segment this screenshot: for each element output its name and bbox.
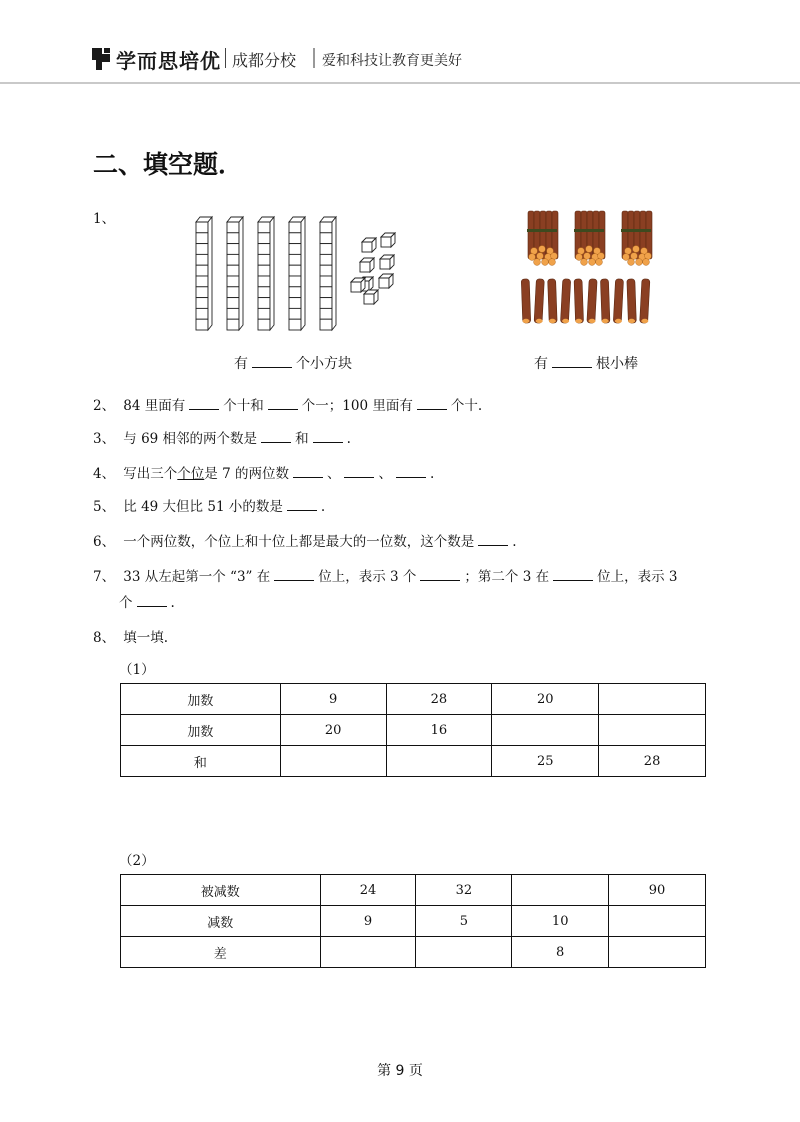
q6-line: 6、 一个两位数，个位上和十位上都是最大的一位数，这个数是 . [93, 534, 517, 550]
table-row [121, 746, 706, 777]
q1-left-caption: 有 个小方块 [234, 356, 352, 372]
q4-underlined-word: 个位 [177, 466, 205, 482]
loose-sticks [521, 279, 650, 323]
row-header: 被减数 [121, 875, 321, 906]
unit-cube [364, 290, 378, 304]
q7-line-2: 个 . [119, 595, 175, 611]
subtraction-table [120, 874, 706, 968]
value-cell: 16 [386, 715, 492, 746]
q4-blank-3[interactable] [396, 465, 426, 478]
unit-cube [381, 233, 395, 247]
loose-stick [548, 279, 558, 323]
q7-blank-3[interactable] [553, 568, 593, 581]
q2-blank-2[interactable] [268, 397, 298, 410]
loose-stick [574, 279, 584, 323]
unit-cube [360, 258, 374, 272]
table-row [121, 715, 706, 746]
ten-rod [196, 217, 212, 330]
loose-stick [613, 279, 623, 323]
value-cell: 9 [320, 906, 416, 937]
q5-blank[interactable] [287, 498, 317, 511]
blank-cell[interactable] [280, 746, 386, 777]
value-cell: 10 [512, 906, 609, 937]
loose-stick [600, 279, 610, 323]
loose-stick [587, 279, 597, 323]
ten-rod [258, 217, 274, 330]
value-cell: 28 [386, 684, 492, 715]
unit-cubes [351, 233, 395, 304]
row-header: 加数 [121, 684, 281, 715]
value-cell: 20 [280, 715, 386, 746]
blank-cell[interactable] [599, 715, 706, 746]
table1-label: （1） [119, 662, 155, 678]
q3-line: 3、 与 69 相邻的两个数是 和 . [93, 431, 351, 447]
q1-number: 1、 [93, 211, 116, 227]
loose-stick [560, 279, 570, 323]
q4-blank-1[interactable] [293, 465, 323, 478]
row-header: 减数 [121, 906, 321, 937]
stick-bundle [527, 211, 558, 265]
value-cell: 25 [492, 746, 599, 777]
unit-cube [379, 274, 393, 288]
row-header: 和 [121, 746, 281, 777]
table2-label: （2） [119, 853, 155, 869]
stick-bundle [621, 211, 652, 265]
table-row [121, 906, 706, 937]
value-cell: 32 [416, 875, 512, 906]
q7-line-1: 7、 33 从左起第一个 “3” 在 位上，表示 3 个 ；第二个 3 在 位上，表示 3 [93, 569, 678, 585]
q2-blank-3[interactable] [417, 397, 447, 410]
value-cell: 28 [599, 746, 706, 777]
row-header: 加数 [121, 715, 281, 746]
q7-blank-1[interactable] [274, 568, 314, 581]
unit-cube [351, 278, 365, 292]
unit-cube [380, 255, 394, 269]
loose-stick [534, 279, 544, 323]
loose-stick [521, 279, 531, 323]
loose-stick [627, 279, 637, 323]
brand-name: 学而思培优 [116, 49, 221, 73]
ten-rod [227, 217, 243, 330]
ten-rod [289, 217, 305, 330]
q2-blank-1[interactable] [189, 397, 219, 410]
slogan-divider [313, 48, 315, 68]
table-row [121, 937, 706, 968]
base-ten-blocks-illustration [190, 212, 400, 337]
blank-cell[interactable] [386, 746, 492, 777]
blank-cell[interactable] [320, 937, 416, 968]
q3-blank-1[interactable] [261, 430, 291, 443]
blank-cell[interactable] [416, 937, 512, 968]
q3-blank-2[interactable] [313, 430, 343, 443]
table-row [121, 875, 706, 906]
blank-cell[interactable] [599, 684, 706, 715]
branch-name: 成都分校 [232, 51, 297, 70]
value-cell: 24 [320, 875, 416, 906]
blank-cell[interactable] [512, 875, 609, 906]
stick-bundles [527, 211, 652, 265]
q5-line: 5、 比 49 大但比 51 小的数是 . [93, 499, 326, 515]
q7-blank-2[interactable] [420, 568, 460, 581]
row-header: 差 [121, 937, 321, 968]
blank-cell[interactable] [609, 906, 706, 937]
q7-blank-4[interactable] [137, 594, 167, 607]
page-number: 第 9 页 [377, 1063, 423, 1079]
value-cell: 8 [512, 937, 609, 968]
value-cell: 20 [492, 684, 599, 715]
table-row [121, 684, 706, 715]
q8-line: 8、 填一填. [93, 630, 169, 646]
value-cell: 90 [609, 875, 706, 906]
q4-line: 4、 写出三个个位是 7 的两位数 、 、 . [93, 466, 435, 482]
unit-cube [362, 238, 376, 252]
slogan: 爱和科技让教育更美好 [322, 53, 462, 69]
q1-left-blank[interactable] [252, 355, 292, 368]
stick-bundle [574, 211, 605, 265]
header-rule [0, 82, 800, 84]
q1-right-caption: 有 根小棒 [534, 356, 638, 372]
q2-line: 2、 84 里面有 个十和 个一；100 里面有 个十. [93, 398, 483, 414]
loose-stick [640, 279, 650, 323]
section-title: 二、填空题． [93, 150, 244, 179]
value-cell: 5 [416, 906, 512, 937]
logo-icon [90, 46, 112, 72]
blank-cell[interactable] [609, 937, 706, 968]
ten-rods [196, 217, 336, 330]
page-header [0, 0, 800, 84]
brand-divider [225, 48, 226, 68]
q1-right-blank[interactable] [552, 355, 592, 368]
sticks-illustration [512, 205, 662, 330]
q4-blank-2[interactable] [344, 465, 374, 478]
q6-blank[interactable] [478, 533, 508, 546]
addition-table [120, 683, 706, 777]
blank-cell[interactable] [492, 715, 599, 746]
value-cell: 9 [280, 684, 386, 715]
ten-rod [320, 217, 336, 330]
